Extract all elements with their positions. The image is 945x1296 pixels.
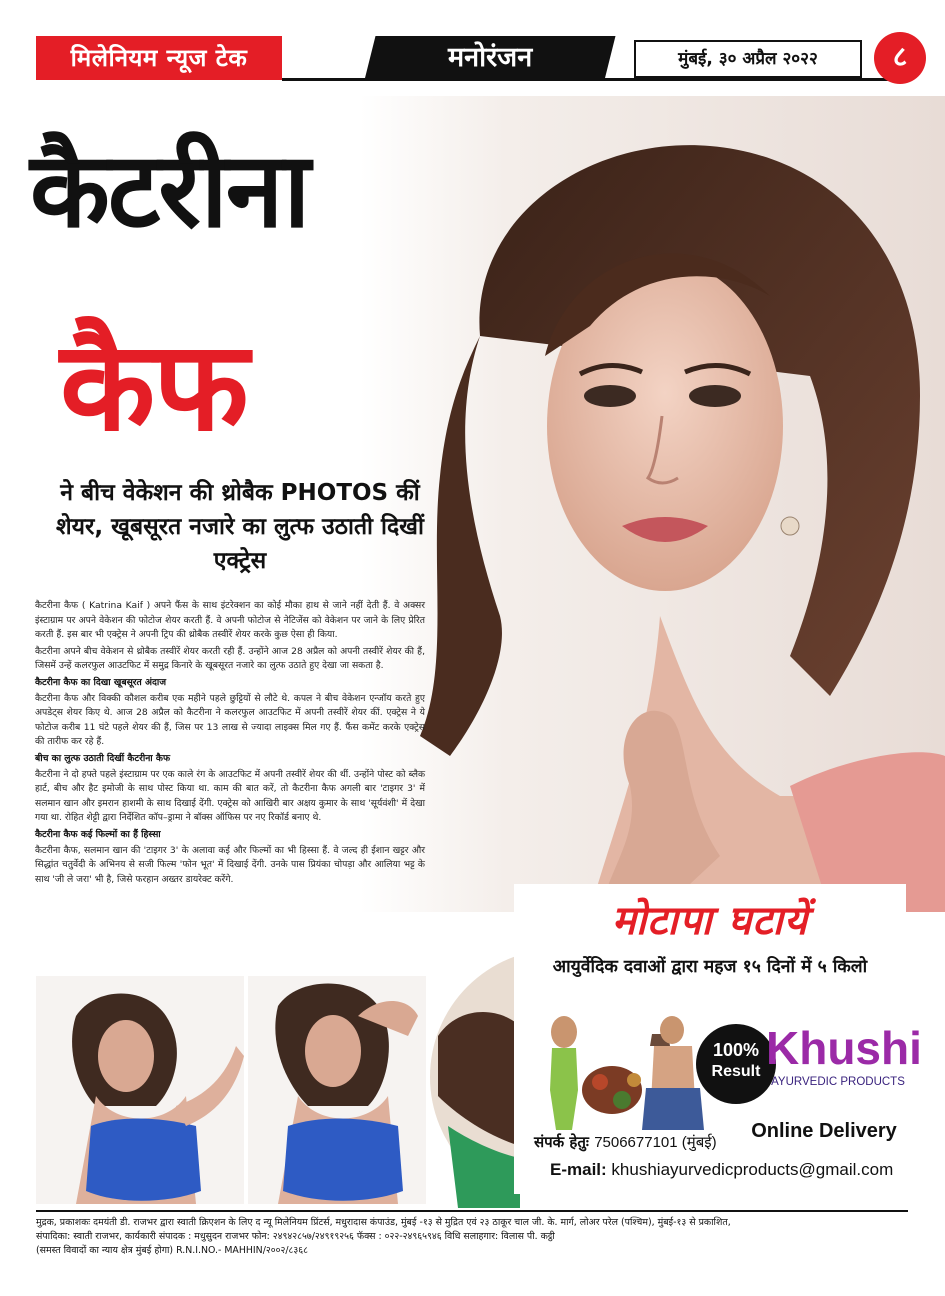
- issue-date: मुंबई, ३० अप्रैल २०२२: [634, 40, 862, 78]
- ad-subtitle: आयुर्वेदिक दवाओं द्वारा महज १५ दिनों में ५ किलो: [552, 957, 868, 977]
- article-paragraph: कैटरीना ने दो हफ्ते पहले इंस्टाग्राम पर एक काले रंग के आउटफिट में अपनी तस्वीरें शेयर की थीं. उन्होंने पोस्ट को ब्लैक हार्ट, बीच और हैट इमोजी के साथ पोस्ट किया था. काम की बात करें, तो कैटरीना कैफ अगली बार 'टाइगर 3' में सलमान खान और इमरान हाशमी के साथ दिखाई देंगी. एक्ट्रेस को आखिरी बार अक्षय कुमार के साथ 'सूर्यवंशी' में देखा गया था. रोहित शेट्टी द्वारा निर्देशित कॉप–ड्रामा ने बॉक्स ऑफिस पर नए रिकॉर्ड बनाए थे.: [35, 768, 425, 824]
- result-badge: [696, 1024, 776, 1104]
- article-subhead: बीच का लुत्फ उठाती दिखीं कैटरीना कैफ: [35, 752, 171, 764]
- imprint-rule: [36, 1210, 908, 1212]
- page-number: ८: [874, 32, 926, 84]
- ad-title: मोटापा घटायें: [611, 898, 809, 944]
- article-paragraph: कैटरीना अपने बीच वेकेशन से थ्रोबैक तस्वीरें शेयर करती रही हैं. उन्होंने आज 28 अप्रैल को अपनी तस्वीरें शेयर की हैं, जिसमें उन्हें कलरफुल आउटफिट में समुद्र किनारे के खूबसूरत नजारे का लुत्फ उठाते हुए देखा जा सकता है.: [35, 645, 425, 672]
- badge-percent: 100%: [712, 1040, 760, 1060]
- beach-photo-2: [248, 976, 426, 1204]
- article-paragraph: कैटरीना कैफ, सलमान खान की 'टाइगर 3' के अलावा कई और फिल्मों का भी हिस्सा हैं. वे जल्द ही ईशान खट्टर और सिद्धांत चतुर्वेदी के अभिनय से सजी फिल्म 'फोन भूत' में दिखाई देंगी. उनके पास प्रियंका चोपड़ा और आलिया भट्ट के साथ 'जी ले जरा' भी है, जिसे फरहान अख्तर डायरेक्ट करेंगे.: [35, 844, 425, 885]
- ad-contact-label: संपर्क हेतुः: [534, 1133, 589, 1151]
- subheading: ने बीच वेकेशन की थ्रोबैक PHOTOS कीं शेयर, खूबसूरत नजारे का लुत्फ उठाती दिखीं एक्ट्रेस: [56, 480, 424, 574]
- newspaper-brand: मिलेनियम न्यूज टेक: [36, 36, 282, 80]
- article-paragraph: कैटरीना कैफ ( Katrina Kaif ) अपने फैंस के साथ इंटरेक्शन का कोई मौका हाथ से जाने नहीं देती हैं. वे अक्सर इंस्टाग्राम पर अपने वेकेशन की फोटोज शेयर करती हैं. वे अपनी फोटोज से नेटिजेंस को वेकेशन पर जाने के लिए प्रेरित करती हैं. इस बार भी एक्ट्रेस ने अपनी ट्रिप की थ्रोबैक तस्वीरें शेयर करके कुछ ऐसा ही किया.: [35, 600, 425, 641]
- headline-line1: कैटरीना: [30, 129, 309, 251]
- beach-photo-1: [36, 976, 244, 1204]
- masthead: [36, 36, 908, 82]
- weight-loss-ad: [514, 884, 922, 1194]
- imprint-line: (समस्त विवादों का न्याय क्षेत्र मुंबई होगा) R.N.I.NO.- MAHHIN/२००२/८३६८: [36, 1245, 309, 1256]
- headline-line2: कैफ: [60, 315, 247, 459]
- ad-delivery: Online Delivery: [751, 1120, 897, 1142]
- section-label-text: मनोरंजन: [447, 42, 533, 73]
- imprint: [36, 1216, 908, 1258]
- article-body: [35, 599, 425, 889]
- imprint-line: संपादिका: स्वाती राजभर, कार्यकारी संपादक : मधुसुदन राजभर फोन: २४९४२८५७/२४९१९२५६ फॅक्स : ०२२-२४९६५९४६ विधि सलाहगार: विलास पी. कट्ठी: [36, 1231, 555, 1242]
- ad-contact: [534, 1132, 717, 1152]
- ad-brand-tagline: AYURVEDIC PRODUCTS: [771, 1076, 905, 1088]
- badge-result: Result: [711, 1063, 761, 1080]
- ad-email-value: khushiayurvedicproducts@gmail.com: [611, 1160, 894, 1179]
- imprint-line: मुद्रक, प्रकाशकः दमयंती डी. राजभर द्वारा स्वाती क्रिएशन के लिए द न्यू मिलेनियम प्रिंटर्स, मधुरादास कंपाउंड, मुंबई -१३ से मुद्रित एवं २३ ठाकूर चाल जी. के. मार्ग, लोअर परेल (पश्चिम), मुंबई-१३ से प्रकाशित,: [36, 1217, 731, 1228]
- article-subhead: कैटरीना कैफ का दिखा खूबसूरत अंदाज: [35, 676, 167, 688]
- beach-photo-3: [428, 946, 520, 1208]
- section-label: [365, 36, 616, 80]
- ad-contact-phone: 7506677101 (मुंबई): [594, 1134, 717, 1151]
- ad-email: [550, 1160, 893, 1180]
- article-subhead: कैटरीना कैफ कई फिल्मों का हैं हिस्सा: [35, 828, 161, 840]
- ad-email-label: E-mail:: [550, 1160, 607, 1179]
- ad-brand-logo: Khushi: [766, 1022, 922, 1074]
- article-paragraph: कैटरीना कैफ और विक्की कौशल करीब एक महीने पहले छुट्टियों से लौटे थे. कपल ने बीच वेकेशन एन्जॉय करते हुए अपडेट्स शेयर किए थे. आज 28 अप्रैल को कैटरीना ने कलरफुल आउटफिट में अपनी तस्वीरें शेयर कीं. एक्ट्रेस ने ये फोटोज करीब 11 घंटे पहले शेयर की हैं, जिस पर 13 लाख से ज्यादा लाइक्स मिल गए हैं. फैंस कमेंट करके एक्ट्रेस की तारीफ कर रहे हैं.: [35, 692, 425, 748]
